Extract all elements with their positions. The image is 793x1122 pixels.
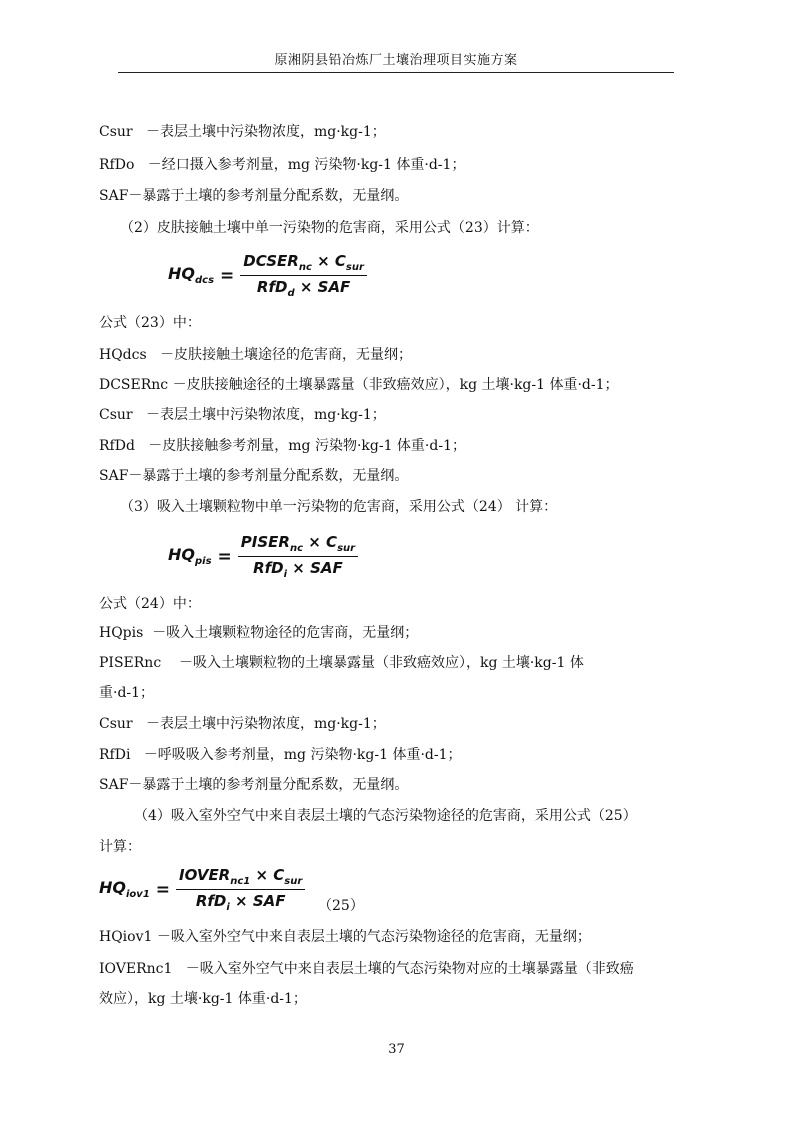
formula-fraction: $\frac{IOVER_{nc1} \times C_{sur}}{RfD_i \times SAF}$ bbox=[176, 866, 305, 913]
paragraph-heading: （4）吸入室外空气中来自表层土壤的气态污染物途径的危害商，采用公式（25） bbox=[134, 808, 637, 824]
definition-line: RfDi －呼吸吸入参考剂量，mg 污染物·kg-1 体重·d-1； bbox=[99, 747, 462, 763]
formula-lhs: $HQ_{iov1}$ bbox=[99, 878, 150, 901]
paragraph-heading: （3）吸入土壤颗粒物中单一污染物的危害商，采用公式（24） 计算： bbox=[120, 499, 558, 515]
definition-line: SAF－暴露于土壤的参考剂量分配系数，无量纲。 bbox=[99, 468, 409, 484]
formula-fraction: $\frac{DCSER_{nc} \times C_{sur}}{RfD_d \times SAF}$ bbox=[240, 252, 367, 299]
definition-line: HQpis －吸入土壤颗粒物途径的危害商，无量纲； bbox=[99, 625, 419, 641]
formula-fraction: $\frac{PISER_{nc} \times C_{sur}}{RfD_i \times SAF}$ bbox=[238, 533, 358, 580]
formula-lhs: $HQ_{pis}$ bbox=[168, 545, 212, 568]
definition-line: 效应），kg 土壤·kg-1 体重·d-1； bbox=[99, 991, 307, 1007]
paragraph-heading: （2）皮肤接触土壤中单一污染物的危害商，采用公式（23）计算： bbox=[120, 220, 539, 236]
formula-24: $HQ_{pis}$ = $\frac{PISER_{nc} \times C_{sur}}{RfD_i \times SAF}$ bbox=[168, 533, 358, 580]
definition-line: IOVERnc1 －吸入室外空气中来自表层土壤的气态污染物对应的土壤暴露量（非致癌 bbox=[99, 961, 634, 977]
definition-line: PISERnc －吸入土壤颗粒物的土壤暴露量（非致癌效应），kg 土壤·kg-1 体 bbox=[99, 655, 584, 671]
definition-line: SAF－暴露于土壤的参考剂量分配系数，无量纲。 bbox=[99, 188, 409, 204]
page-header: 原湘阴县铅冶炼厂土壤治理项目实施方案 bbox=[274, 53, 518, 68]
paragraph-continuation: 计算： bbox=[99, 839, 141, 855]
page-number: 37 bbox=[388, 1042, 405, 1057]
definition-line: HQdcs －皮肤接触土壤途径的危害商，无量纲； bbox=[99, 347, 413, 363]
definition-line: 重·d-1； bbox=[99, 685, 155, 701]
definition-line: DCSERnc －皮肤接触途径的土壤暴露量（非致癌效应），kg 土壤·kg-1 体重·d-1； bbox=[99, 377, 619, 393]
definition-line: RfDd －皮肤接触参考剂量，mg 污染物·kg-1 体重·d-1； bbox=[99, 438, 466, 454]
header-divider bbox=[118, 72, 674, 73]
definition-line: Csur －表层土壤中污染物浓度，mg·kg-1； bbox=[99, 124, 386, 140]
formula-23: $HQ_{dcs}$ = $\frac{DCSER_{nc} \times C_{sur}}{RfD_d \times SAF}$ bbox=[168, 252, 367, 299]
formula-25: $HQ_{iov1}$ = $\frac{IOVER_{nc1} \times C_{sur}}{RfD_i \times SAF}$ bbox=[99, 866, 305, 913]
definition-line: Csur －表层土壤中污染物浓度，mg·kg-1； bbox=[99, 407, 386, 423]
formula-legend-title: 公式（24）中： bbox=[99, 596, 201, 612]
definition-line: Csur －表层土壤中污染物浓度，mg·kg-1； bbox=[99, 716, 386, 732]
definition-line: RfDo －经口摄入参考剂量，mg 污染物·kg-1 体重·d-1； bbox=[99, 157, 466, 173]
equation-number: （25） bbox=[318, 898, 364, 914]
formula-lhs: $HQ_{dcs}$ bbox=[168, 264, 215, 287]
formula-legend-title: 公式（23）中： bbox=[99, 315, 201, 331]
definition-line: SAF－暴露于土壤的参考剂量分配系数，无量纲。 bbox=[99, 777, 409, 793]
definition-line: HQiov1 －吸入室外空气中来自表层土壤的气态污染物途径的危害商，无量纲； bbox=[99, 929, 591, 945]
